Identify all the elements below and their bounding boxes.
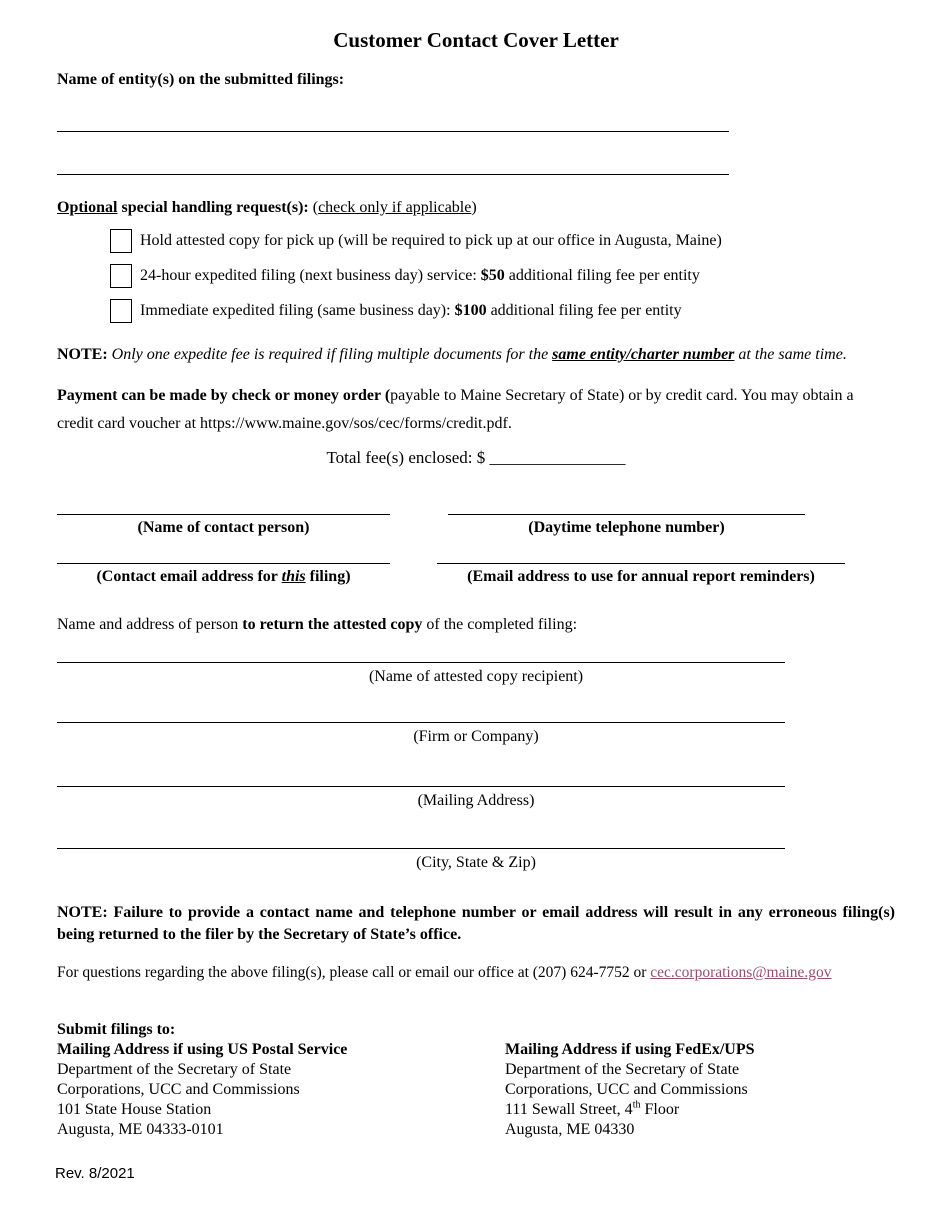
fedex-street-ordinal: th: [632, 1099, 641, 1111]
contact-name-line[interactable]: [57, 514, 390, 515]
special-handling-condition: check only if applicable: [318, 199, 472, 216]
total-fee-label: Total fee(s) enclosed: $: [326, 448, 490, 467]
immediate-expedited-label: [140, 302, 682, 319]
expedite-note-label: NOTE:: [57, 346, 108, 363]
usps-address-line-3: 101 State House Station: [57, 1101, 212, 1118]
reminder-email-line[interactable]: [437, 563, 845, 564]
contact-name-caption: (Name of contact person): [137, 519, 310, 536]
failure-note: NOTE: Failure to provide a contact name and telephone number or email address will result in any erroneous filing(s) being returned to the filer by the Secretary of State’s office.: [57, 904, 895, 943]
reminder-email-caption: (Email address to use for annual report reminders): [467, 568, 815, 585]
immediate-expedited-row: [110, 299, 895, 334]
expedite-note-post: at the same time.: [734, 346, 847, 363]
expedited-24hr-fee: $50: [480, 267, 505, 284]
firm-company-line[interactable]: [57, 722, 785, 723]
firm-company-field: [57, 722, 895, 748]
document-title: Customer Contact Cover Letter: [333, 28, 619, 52]
attested-intro-pre: Name and address of person: [57, 616, 243, 633]
usps-address-line-2: Corporations, UCC and Commissions: [57, 1081, 300, 1098]
expedited-24hr-label-post: additional filing fee per entity: [504, 267, 700, 284]
attested-recipient-caption: (Name of attested copy recipient): [368, 668, 584, 685]
immediate-expedited-fee: $100: [454, 302, 487, 319]
city-state-zip-caption: (City, State & Zip): [416, 854, 536, 871]
special-handling-heading: [57, 197, 895, 219]
contact-email-caption: [57, 566, 390, 588]
firm-company-caption: (Firm or Company): [413, 728, 539, 745]
daytime-phone-field: [448, 514, 805, 539]
immediate-expedited-label-post: additional filing fee per entity: [486, 302, 682, 319]
reminder-email-field: [437, 563, 845, 588]
contact-email-field: [57, 563, 390, 588]
usps-address-heading: Mailing Address if using US Postal Service: [57, 1041, 348, 1058]
fedex-address-block: [505, 1040, 755, 1140]
total-fee-line: [57, 446, 895, 470]
immediate-expedited-checkbox[interactable]: [110, 299, 132, 323]
mailing-addresses: [57, 1040, 895, 1140]
payment-paragraph: [57, 382, 862, 438]
revision-label: Rev. 8/2021: [55, 1165, 135, 1182]
hold-copy-row: [110, 229, 895, 264]
daytime-phone-caption: (Daytime telephone number): [528, 519, 725, 536]
contact-email-row: [57, 563, 895, 588]
expedited-24hr-row: [110, 264, 895, 299]
usps-address-line-4: Augusta, ME 04333-0101: [57, 1121, 224, 1138]
daytime-phone-line[interactable]: [448, 514, 805, 515]
hold-copy-label-pre: Hold attested copy for pick up (will be required to pick up at our office in Augusta, Maine): [140, 232, 722, 249]
mailing-address-line[interactable]: [57, 786, 785, 787]
contact-name-phone-row: [57, 514, 895, 539]
mailing-address-caption: (Mailing Address): [417, 792, 535, 809]
questions-line: [57, 962, 895, 984]
fedex-street-pre: 111 Sewall Street, 4: [505, 1101, 633, 1118]
city-state-zip-line[interactable]: [57, 848, 785, 849]
fedex-address-line-3: [505, 1100, 755, 1120]
contact-name-field: [57, 514, 390, 539]
special-handling-optional: Optional: [57, 199, 118, 216]
attested-intro-bold: to return the attested copy: [242, 616, 423, 633]
city-state-zip-field: [57, 848, 895, 874]
special-handling-options: [57, 229, 895, 334]
total-fee-blank[interactable]: ________________: [489, 448, 626, 467]
contact-email-caption-this: this: [281, 568, 306, 585]
hold-copy-label: [140, 232, 722, 249]
attested-recipient-line[interactable]: [57, 662, 785, 663]
questions-text: For questions regarding the above filing(s), please call or email our office at (207) 624-7752 or: [57, 964, 651, 981]
special-handling-open-paren: (: [312, 199, 319, 216]
contact-email-link[interactable]: cec.corporations@maine.gov: [650, 964, 832, 981]
payment-bold: Payment can be made by check or money order (: [57, 387, 391, 404]
special-handling-mid: special handling request(s):: [117, 199, 313, 216]
contact-email-caption-post: filing): [305, 568, 351, 585]
special-handling-close-paren: ): [471, 199, 477, 216]
contact-email-caption-pre: (Contact email address for: [96, 568, 282, 585]
fedex-address-heading: Mailing Address if using FedEx/UPS: [505, 1041, 755, 1058]
entity-names-label: Name of entity(s) on the submitted filings:: [57, 71, 345, 88]
fedex-address-line-2: Corporations, UCC and Commissions: [505, 1081, 748, 1098]
expedited-24hr-label: [140, 267, 700, 284]
immediate-expedited-label-pre: Immediate expedited filing (same business day):: [140, 302, 455, 319]
entity-name-line-1[interactable]: [57, 131, 729, 132]
mailing-address-field: [57, 786, 895, 812]
usps-address-block: [57, 1040, 505, 1140]
entity-name-line-2[interactable]: [57, 174, 729, 175]
fedex-address-line-4: Augusta, ME 04330: [505, 1121, 635, 1138]
fedex-address-line-1: Department of the Secretary of State: [505, 1061, 740, 1078]
usps-address-line-1: Department of the Secretary of State: [57, 1061, 292, 1078]
submit-filings-heading: Submit filings to:: [57, 1021, 176, 1038]
fedex-street-post: Floor: [640, 1101, 680, 1118]
expedited-24hr-label-pre: 24-hour expedited filing (next business day) service:: [140, 267, 481, 284]
payment-rest: payable to Maine Secretary of State) or by credit card. You may obtain a credit card voucher at https://www.maine.gov/sos/cec/forms/credit.pdf.: [57, 387, 854, 432]
expedite-note-pre: Only one expedite fee is required if filing multiple documents for the: [107, 346, 553, 363]
attested-copy-intro: [57, 614, 895, 636]
expedite-note-emphasis: same entity/charter number: [552, 346, 735, 363]
expedite-note: [57, 344, 895, 366]
contact-email-line[interactable]: [57, 563, 390, 564]
expedited-24hr-checkbox[interactable]: [110, 264, 132, 288]
attested-intro-post: of the completed filing:: [422, 616, 578, 633]
hold-copy-checkbox[interactable]: [110, 229, 132, 253]
attested-recipient-field: [57, 662, 895, 688]
